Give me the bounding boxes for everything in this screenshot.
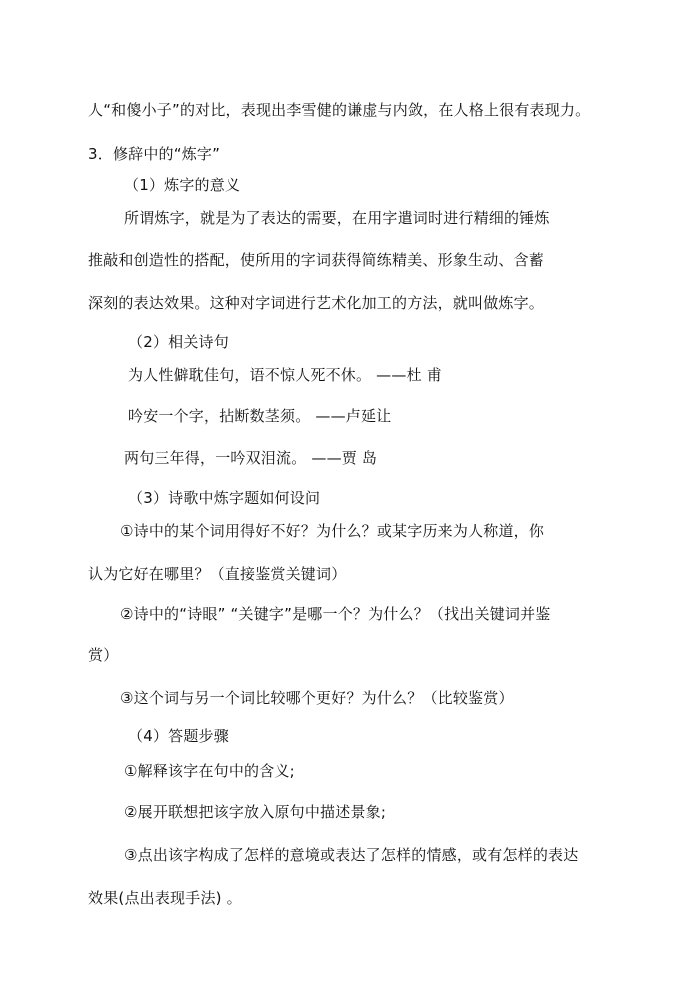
paragraph-line: ①诗中的某个词用得好不好？为什么？或某字历来为人称道，你: [120, 522, 545, 540]
paragraph-line: 推敲和创造性的搭配，使所用的字词获得简练精美、形象生动、含蓄: [88, 251, 545, 269]
subsection-heading: （1）炼字的意义: [124, 176, 241, 194]
step-item-continuation: 效果(点出表现手法) 。: [88, 889, 242, 907]
subsection-heading: （3）诗歌中炼字题如何设问: [128, 489, 321, 507]
subsection-heading: （2）相关诗句: [128, 333, 229, 351]
paragraph-line: 深刻的表达效果。这种对字词进行艺术化加工的方法，就叫做炼字。: [88, 294, 545, 312]
subsection-heading: （4）答题步骤: [128, 727, 229, 745]
paragraph-line: 赏）: [88, 646, 119, 664]
paragraph-line: 认为它好在哪里？（直接鉴赏关键词）: [88, 565, 347, 583]
section-heading: 3．修辞中的“炼字”: [88, 145, 221, 163]
step-item: ①解释该字在句中的含义;: [124, 762, 295, 780]
poem-quote: 吟安一个字，拈断数茎须。 ——卢延让: [128, 407, 392, 425]
step-item: ③点出该字构成了怎样的意境或表达了怎样的情感，或有怎样的表达: [124, 846, 579, 864]
poem-quote: 两句三年得，一吟双泪流。 ——贾 岛: [124, 449, 378, 467]
paragraph-line: ②诗中的“诗眼” “关键字”是哪一个？为什么？（找出关键词并鉴: [120, 605, 551, 623]
paragraph-line: 人“和傻小子”的对比，表现出李雪健的谦虚与内敛，在人格上很有表现力。: [88, 101, 591, 119]
poem-quote: 为人性僻耽佳句，语不惊人死不休。 ——杜 甫: [128, 366, 442, 384]
step-item: ②展开联想把该字放入原句中描述景象;: [124, 803, 387, 821]
paragraph-line: ③这个词与另一个词比较哪个更好？为什么？（比较鉴赏）: [120, 689, 514, 707]
paragraph-line: 所谓炼字，就是为了表达的需要，在用字遣词时进行精细的锤炼: [124, 209, 550, 227]
